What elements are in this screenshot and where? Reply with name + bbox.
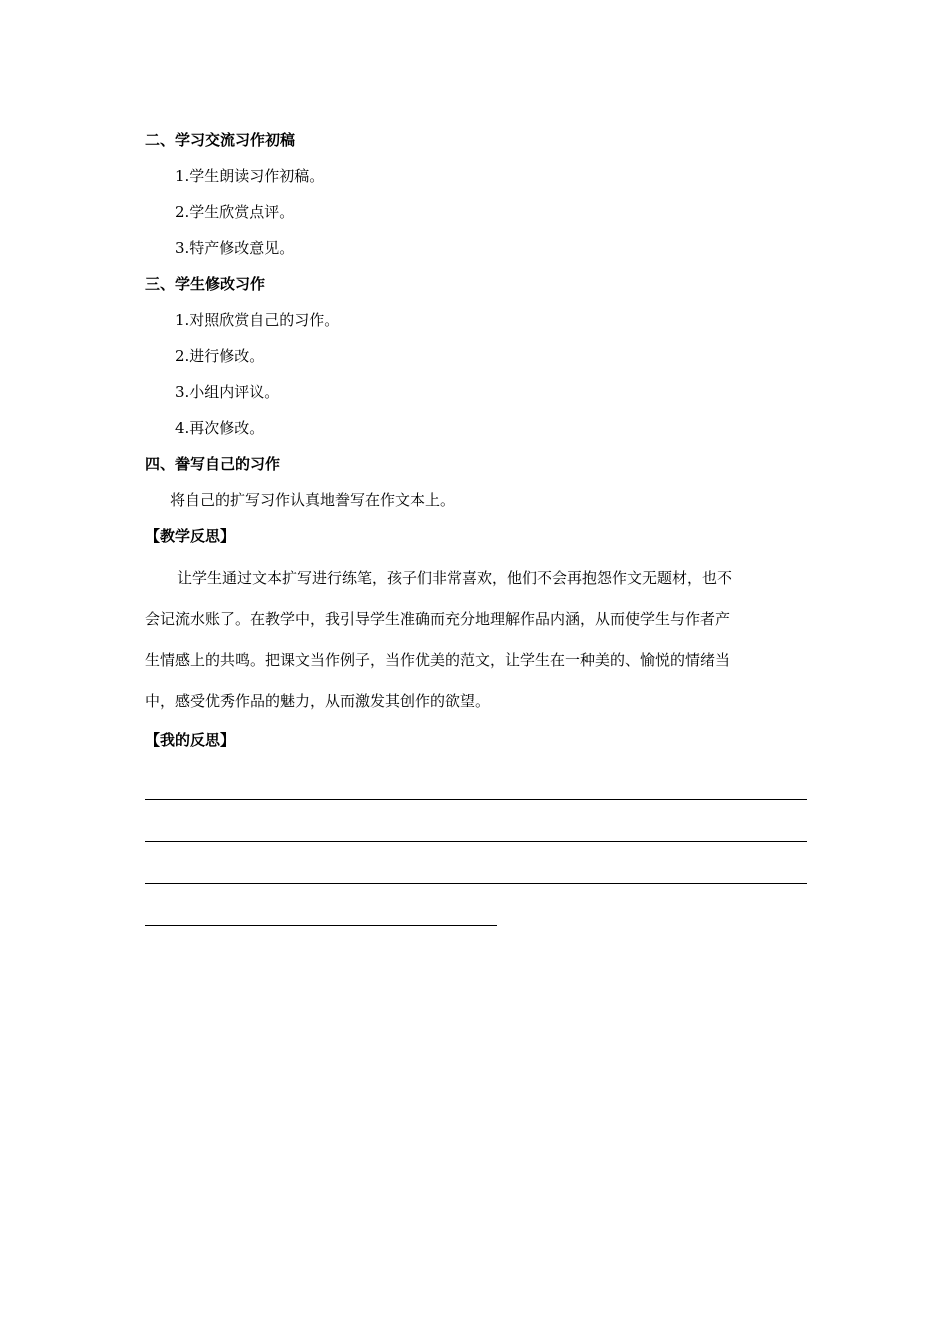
- writing-line: [145, 884, 497, 926]
- section-heading-copy: 四、誊写自己的习作: [145, 455, 281, 473]
- teaching-reflection-heading: 【教学反思】: [145, 527, 236, 545]
- section-heading-draft-exchange: 二、学习交流习作初稿: [145, 131, 296, 149]
- list-item: 1.学生朗读习作初稿。: [175, 167, 325, 185]
- paragraph-line: 会记流水账了。在教学中，我引导学生准确而充分地理解作品内涵，从而使学生与作者产: [145, 610, 731, 628]
- my-reflection-heading: 【我的反思】: [145, 731, 236, 749]
- writing-line: [145, 800, 807, 842]
- writing-line: [145, 842, 807, 884]
- writing-line: [145, 758, 807, 800]
- document-page: [145, 122, 807, 926]
- list-item: 1.对照欣赏自己的习作。: [175, 311, 340, 329]
- list-item: 2.学生欣赏点评。: [175, 203, 295, 221]
- teaching-reflection-paragraph: [145, 558, 807, 722]
- copy-instruction-paragraph: 将自己的扩写习作认真地誊写在作文本上。: [170, 491, 456, 509]
- list-item: 4.再次修改。: [175, 419, 265, 437]
- reflection-writing-area: [145, 758, 807, 926]
- list-item: 2.进行修改。: [175, 347, 265, 365]
- section-heading-revise: 三、学生修改习作: [145, 275, 266, 293]
- list-item: 3.小组内评议。: [175, 383, 280, 401]
- paragraph-line: 中，感受优秀作品的魅力，从而激发其创作的欲望。: [145, 692, 491, 710]
- paragraph-line: 让学生通过文本扩写进行练笔，孩子们非常喜欢，他们不会再抱怨作文无题材，也不: [177, 569, 733, 587]
- paragraph-line: 生情感上的共鸣。把课文当作例子，当作优美的范文，让学生在一种美的、愉悦的情绪当: [145, 651, 731, 669]
- list-item: 3.特产修改意见。: [175, 239, 295, 257]
